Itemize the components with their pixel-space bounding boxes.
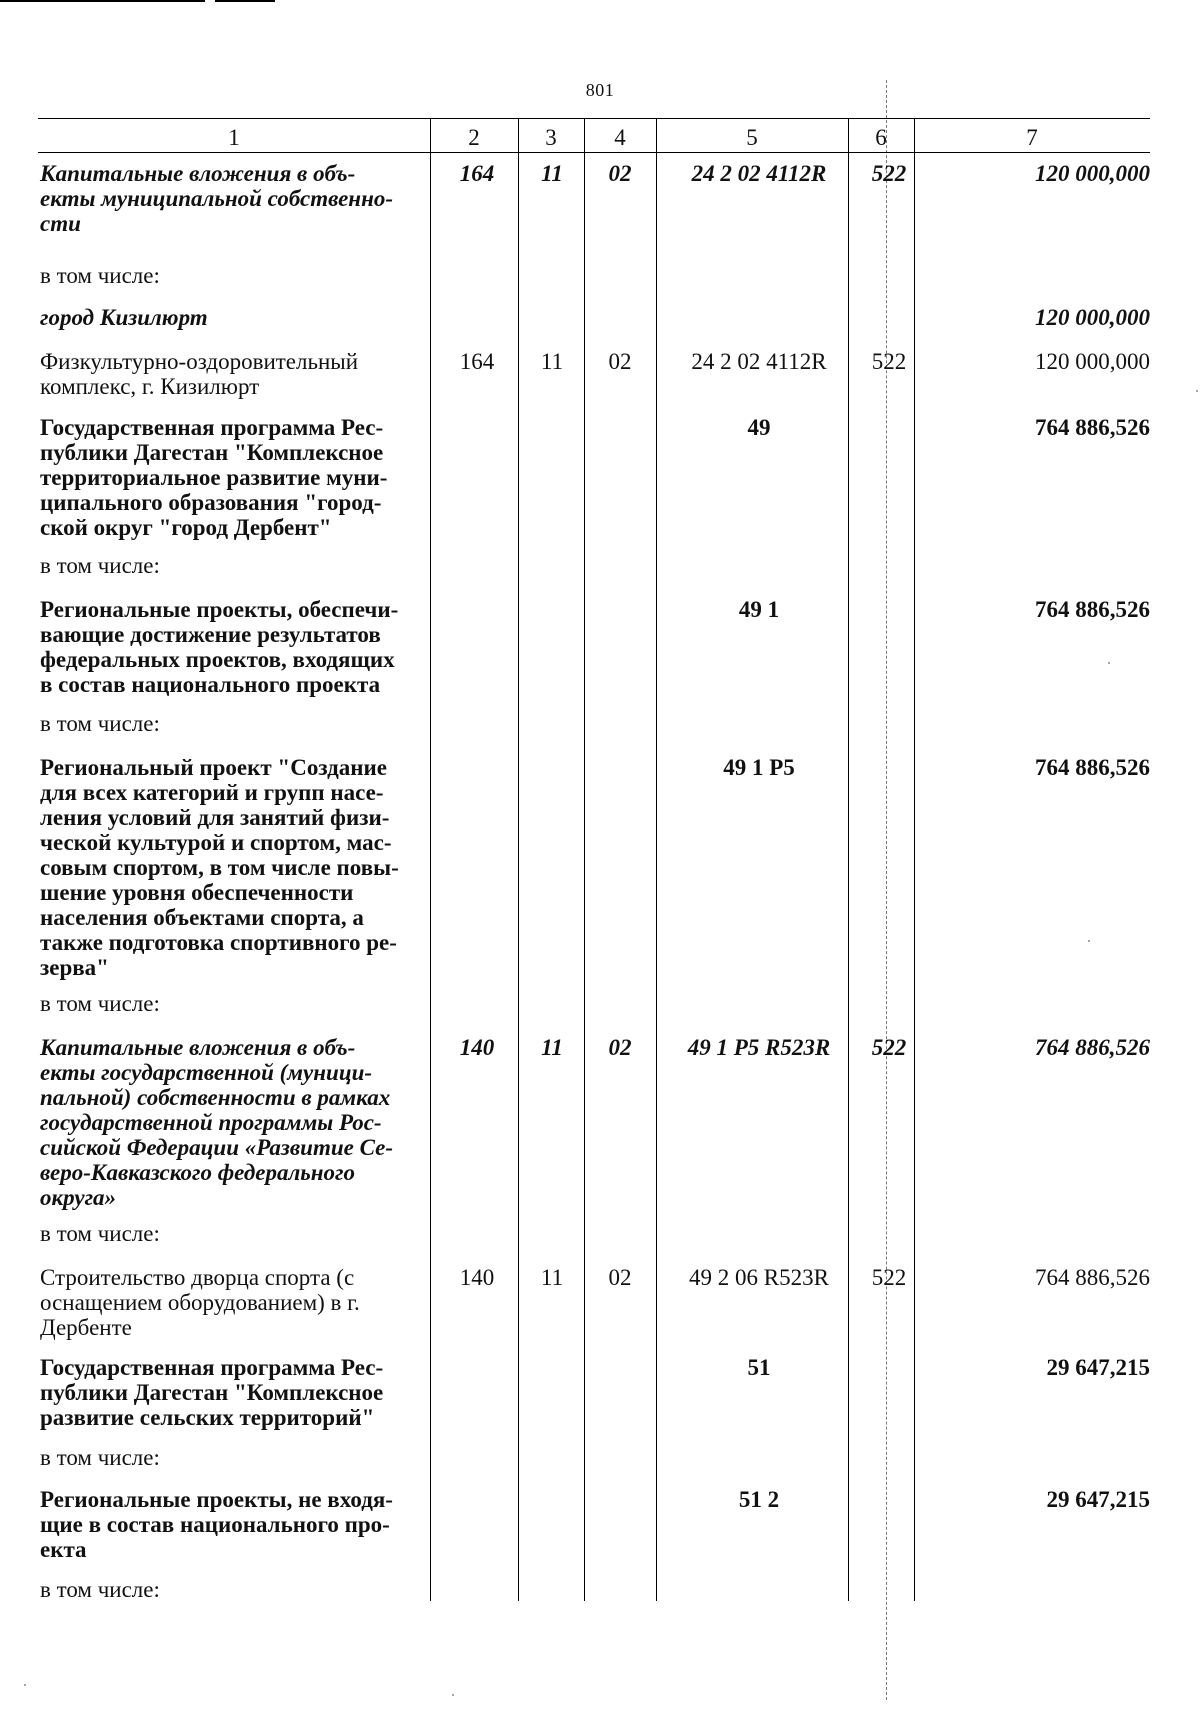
row-code-5: 49	[747, 415, 771, 440]
budget-table	[38, 118, 1150, 1601]
row-name: Региональные проекты, обеспечи- вающие достижение результатов федеральных проектов, входящих в состав национального проекта	[40, 597, 399, 697]
header-rule	[38, 152, 1150, 153]
row-amount: 764 886,526	[1035, 1265, 1150, 1290]
header-col-4: 4	[614, 125, 626, 150]
scan-edge-line	[0, 0, 205, 2]
row-amount: 764 886,526	[1035, 755, 1150, 780]
scan-speck	[24, 1684, 26, 1686]
column-divider	[518, 119, 519, 1601]
row-code-6: 522	[871, 1265, 907, 1290]
row-code-6: 522	[871, 1035, 907, 1060]
row-name: Государственная программа Рес- публики Дагестан "Комплексное развитие сельских территорий"	[40, 1355, 384, 1430]
row-code-5: 49 2 06 R523R	[689, 1265, 829, 1290]
header-col-6: 6	[875, 125, 887, 150]
column-divider	[584, 119, 585, 1601]
row-name: в том числе:	[40, 1577, 160, 1602]
row-name: Физкультурно-оздоровительный комплекс, г. Кизилюрт	[40, 349, 359, 399]
row-code-3: 11	[541, 161, 563, 186]
row-name: город Кизилюрт	[40, 305, 208, 330]
column-divider	[914, 119, 915, 1601]
row-name: Капитальные вложения в объ- екты государственной (муници- пальной) собственности в рамках государственной программы Рос- сийской Федерации «Развитие Се- веро-Кавказского федерального округа»	[40, 1035, 393, 1210]
row-name: Региональный проект "Создание для всех категорий и групп насе- ления условий для занятий физи- ческой культурой и спортом, мас- совым спортом, в том числе повы- шение уровня обеспеченности населения объектами спорта, а также подготовка спортивного ре- зерва"	[40, 755, 399, 980]
scan-speck	[452, 1694, 454, 1696]
row-name: в том числе:	[40, 711, 160, 736]
row-name: в том числе:	[40, 553, 160, 578]
header-col-2: 2	[468, 125, 480, 150]
row-code-4: 02	[608, 161, 632, 186]
row-code-5: 51 2	[738, 1487, 780, 1512]
page-number: 801	[585, 80, 615, 100]
scan-speck	[1196, 390, 1198, 392]
header-col-7: 7	[1026, 125, 1038, 150]
row-code-5: 49 1	[738, 597, 780, 622]
row-code-3: 11	[540, 1265, 564, 1290]
row-amount: 29 647,215	[1046, 1355, 1150, 1380]
row-code-5: 51	[747, 1355, 771, 1380]
row-name: в том числе:	[40, 1221, 160, 1246]
row-code-5: 24 2 02 4112R	[691, 161, 827, 186]
row-name: в том числе:	[40, 263, 160, 288]
row-code-5: 49 1 P5 R523R	[687, 1035, 831, 1060]
row-code-4: 02	[608, 1035, 632, 1060]
row-code-6: 522	[871, 161, 907, 186]
row-amount: 764 886,526	[1035, 1035, 1150, 1060]
column-divider	[430, 119, 431, 1601]
row-code-2: 164	[459, 161, 495, 186]
row-code-4: 02	[608, 349, 632, 374]
header-col-1: 1	[228, 125, 240, 150]
row-name: Региональные проекты, не входя- щие в состав национального про- екта	[40, 1487, 393, 1562]
row-name: в том числе:	[40, 991, 160, 1016]
row-amount: 120 000,000	[1035, 305, 1150, 330]
row-code-2: 140	[459, 1265, 495, 1290]
scan-edge-line	[215, 0, 275, 2]
header-col-3: 3	[545, 125, 557, 150]
row-code-5: 24 2 02 4112R	[691, 349, 827, 374]
row-code-4: 02	[608, 1265, 632, 1290]
row-code-3: 11	[540, 349, 564, 374]
row-name: в том числе:	[40, 1445, 160, 1470]
row-code-2: 164	[459, 349, 495, 374]
row-code-3: 11	[541, 1035, 563, 1060]
row-name: Капитальные вложения в объ- екты муниципальной собственно- сти	[40, 161, 393, 236]
row-name: Строительство дворца спорта (с оснащением оборудованием) в г. Дербенте	[40, 1265, 360, 1340]
row-amount: 120 000,000	[1035, 349, 1150, 374]
row-code-6: 522	[871, 349, 907, 374]
row-amount: 120 000,000	[1035, 161, 1150, 186]
row-code-2: 140	[459, 1035, 495, 1060]
row-amount: 764 886,526	[1035, 597, 1150, 622]
row-amount: 29 647,215	[1046, 1487, 1150, 1512]
row-amount: 764 886,526	[1035, 415, 1150, 440]
scan-speck	[1088, 940, 1090, 942]
row-name: Государственная программа Рес- публики Дагестан "Комплексное территориальное развитие муни- ципального образования "город- ской округ "город Дербент"	[40, 415, 388, 540]
scan-speck	[1108, 662, 1110, 664]
row-code-5: 49 1 P5	[723, 755, 795, 780]
header-col-5: 5	[746, 125, 758, 150]
